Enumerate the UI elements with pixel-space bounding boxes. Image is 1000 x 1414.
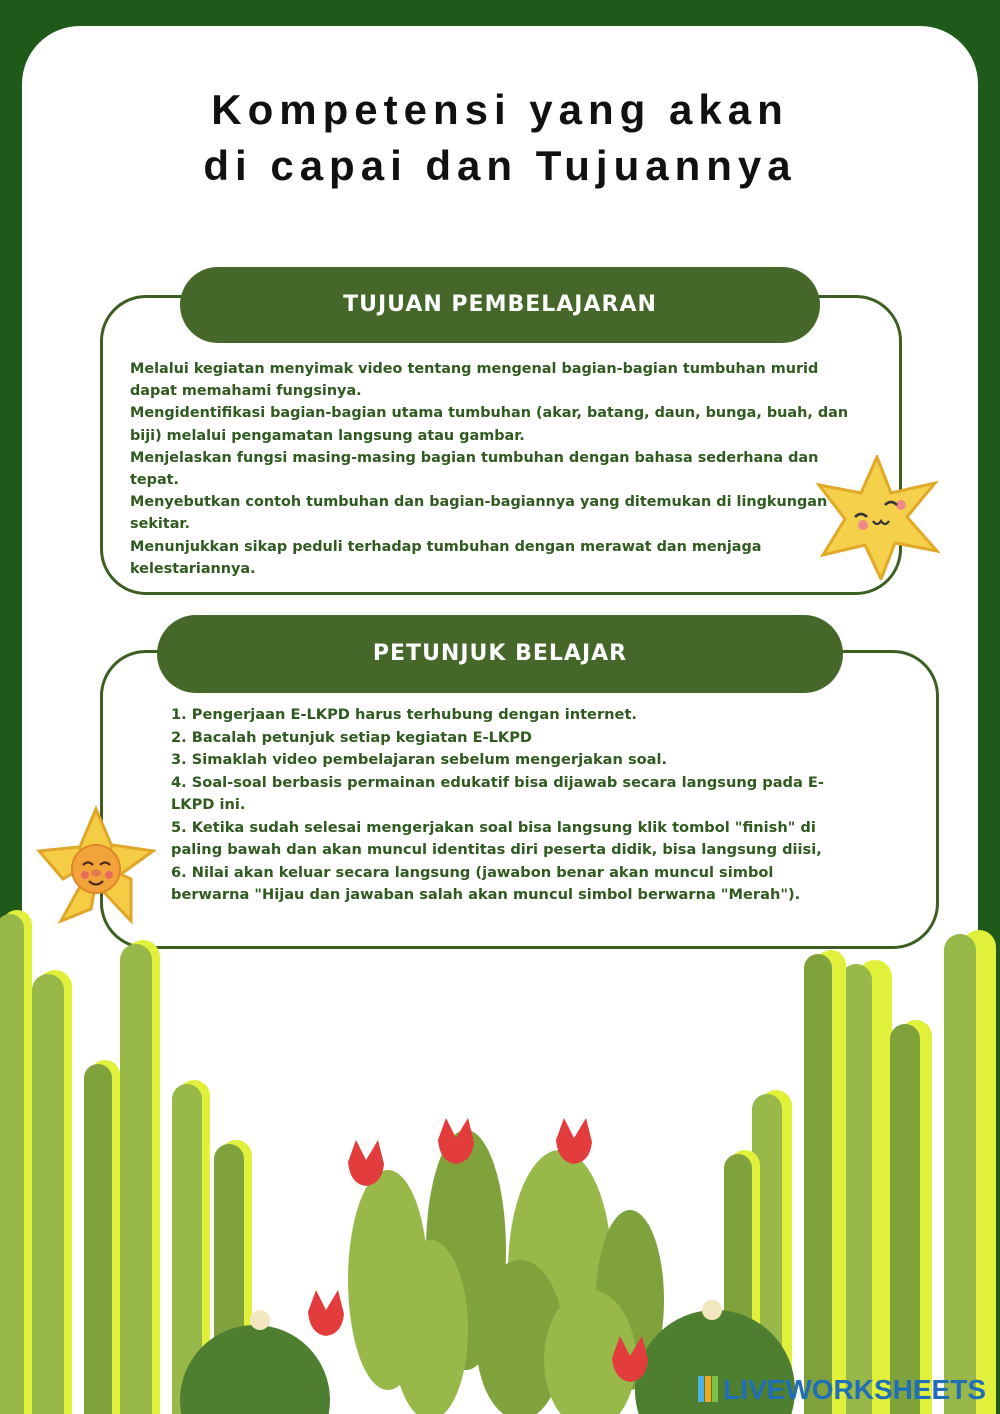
- instruction-item: 3. Simaklah video pembelajaran sebelum mengerjakan soal.: [171, 751, 668, 768]
- title-line-2: di capai dan Tujuannya: [203, 142, 797, 189]
- title-line-1: Kompetensi yang akan: [211, 86, 789, 133]
- smiling-star-icon: [815, 455, 940, 580]
- instruction-item: 6. Nilai akan keluar secara langsung (jawabon benar akan muncul simbol berwarna "Hijau dan jawaban salah akan muncul simbol berwarna "Merah").: [171, 863, 801, 903]
- learning-objectives-heading: TUJUAN PEMBELAJARAN: [180, 267, 820, 343]
- objective-item: Menyebutkan contoh tumbuhan dan bagian-bagiannya yang ditemukan di lingkungan sekitar.: [130, 494, 828, 533]
- center-cacti: [180, 1130, 795, 1414]
- page-title: [0, 82, 1000, 194]
- instruction-item: 5. Ketika sudah selesai mengerjakan soal bisa langsung klik tombol "finish" di paling bawah dan akan muncul identitas diri peserta didik, bisa langsung diisi,: [171, 818, 822, 858]
- instruction-item: 4. Soal-soal berbasis permainan edukatif bisa dijawab secara langsung pada E-LKPD ini.: [171, 773, 824, 813]
- liveworksheets-logo-icon: [698, 1376, 718, 1402]
- objective-item: Menjelaskan fungsi masing-masing bagian tumbuhan dengan bahasa sederhana dan tepat.: [130, 449, 819, 489]
- objective-item: Melalui kegiatan menyimak video tentang mengenal bagian-bagian tumbuhan murid dapat memahami fungsinya.: [130, 361, 819, 400]
- objective-item: Menunjukkan sikap peduli terhadap tumbuhan dengan merawat dan menjaga kelestariannya.: [130, 538, 762, 577]
- instruction-item: 2. Bacalah petunjuk setiap kegiatan E-LKPD: [171, 728, 533, 746]
- learning-objectives-list: [130, 358, 860, 580]
- cactus-illustration: [0, 900, 1000, 1414]
- liveworksheets-watermark: LIVEWORKSHEETS: [723, 1374, 986, 1405]
- objective-item: Mengidentifikasi bagian-bagian utama tumbuhan (akar, batang, daun, bunga, buah, dan biji) melalui pengamatan langsung atau gambar.: [130, 405, 849, 444]
- study-instructions-heading: PETUNJUK BELAJAR: [157, 615, 843, 693]
- instruction-item: 1. Pengerjaan E-LKPD harus terhubung dengan internet.: [171, 706, 637, 723]
- study-instructions-list: [171, 704, 851, 907]
